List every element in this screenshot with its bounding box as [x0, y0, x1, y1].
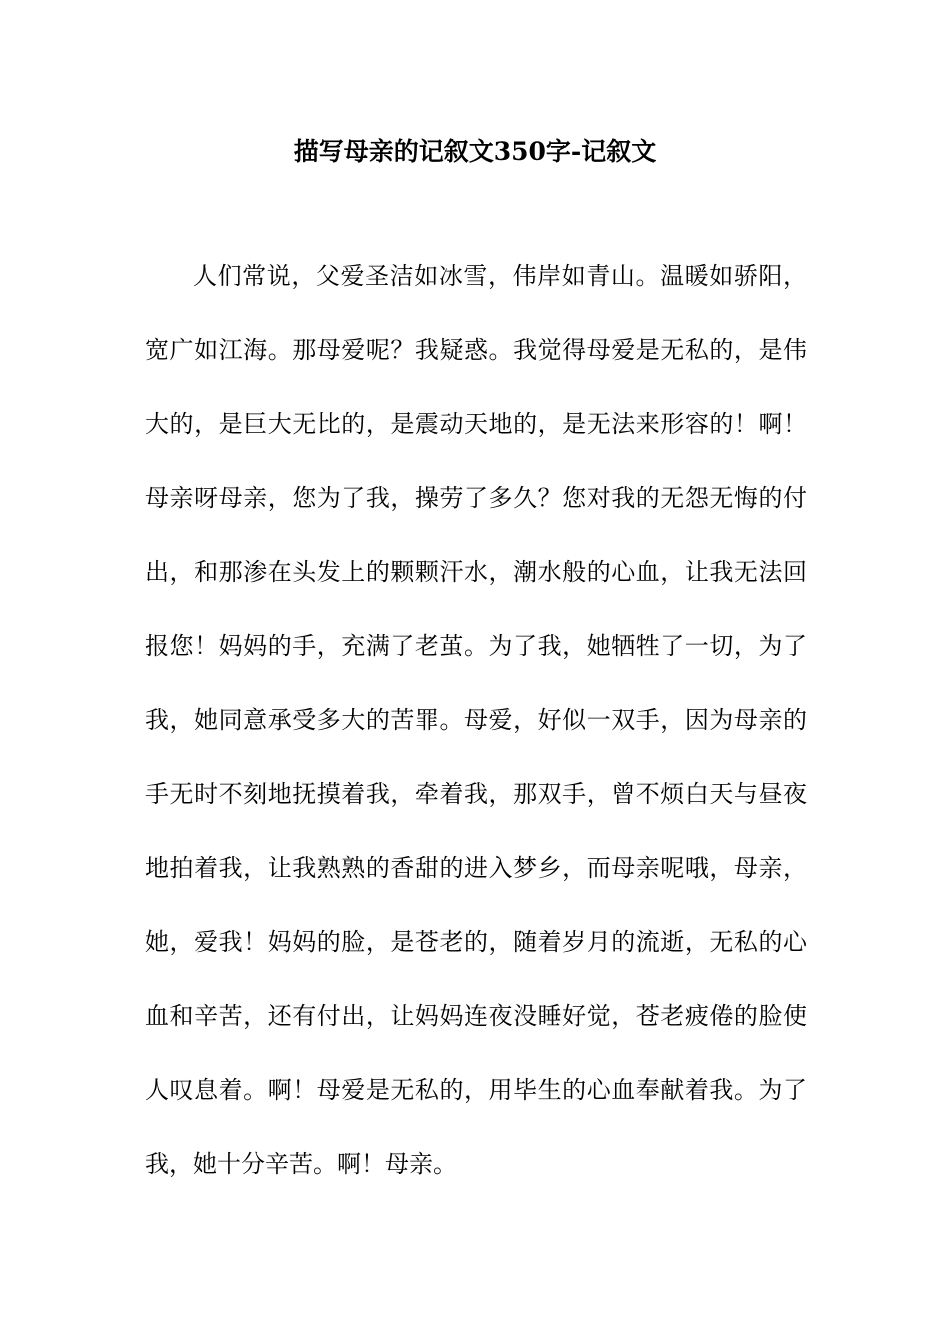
document-body — [145, 256, 807, 1218]
body-line: 手无时不刻地抚摸着我，牵着我，那双手，曾不烦白天与昼夜 — [145, 780, 807, 808]
body-line: 血和辛苦，还有付出，让妈妈连夜没睡好觉，苍老疲倦的脸使 — [145, 1002, 807, 1030]
body-line: 人们常说，父爱圣洁如冰雪，伟岸如青山。温暖如骄阳， — [193, 262, 807, 290]
body-line: 地拍着我，让我熟熟的香甜的进入梦乡，而母亲呢哦，母亲， — [145, 854, 807, 882]
body-line: 我，她同意承受多大的苦罪。母爱，好似一双手，因为母亲的 — [145, 706, 807, 734]
body-line: 人叹息着。啊！母爱是无私的，用毕生的心血奉献着我。为了 — [145, 1076, 807, 1104]
body-line: 母亲呀母亲，您为了我，操劳了多久？您对我的无怨无悔的付 — [145, 484, 807, 512]
document-title: 描写母亲的记叙文350字-记叙文 — [293, 137, 657, 166]
body-line: 她，爱我！妈妈的脸，是苍老的，随着岁月的流逝，无私的心 — [145, 928, 807, 956]
body-line: 出，和那渗在头发上的颗颗汗水，潮水般的心血，让我无法回 — [145, 558, 807, 586]
body-line: 宽广如江海。那母爱呢？我疑惑。我觉得母爱是无私的，是伟 — [145, 336, 807, 364]
body-line: 报您！妈妈的手，充满了老茧。为了我，她牺牲了一切，为了 — [145, 632, 807, 660]
body-line: 大的，是巨大无比的，是震动天地的，是无法来形容的！啊！ — [145, 410, 807, 438]
body-line: 我，她十分辛苦。啊！母亲。 — [145, 1150, 457, 1178]
